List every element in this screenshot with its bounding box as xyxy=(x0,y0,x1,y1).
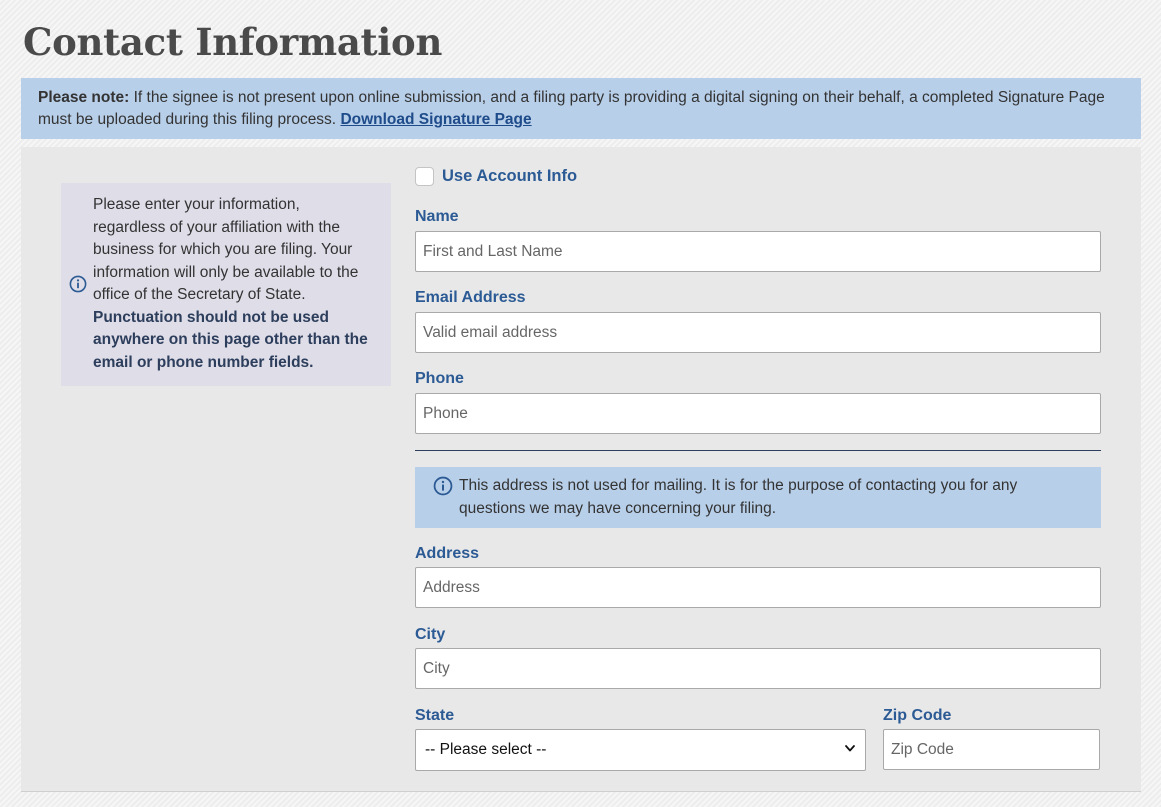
state-select[interactable] xyxy=(415,729,866,771)
info-circle-icon xyxy=(69,275,87,293)
info-circle-icon xyxy=(433,476,451,494)
name-input[interactable] xyxy=(415,231,1101,272)
city-input[interactable] xyxy=(415,648,1101,689)
note-label: Please note: xyxy=(38,89,130,106)
state-label: State xyxy=(415,707,455,724)
city-label: City xyxy=(415,626,446,643)
phone-input[interactable] xyxy=(415,393,1101,434)
state-selected-value: -- Please select -- xyxy=(425,741,547,758)
contact-form-panel xyxy=(21,147,1141,792)
chevron-down-icon xyxy=(844,741,856,759)
page-title: Contact Information xyxy=(23,20,443,64)
address-input[interactable] xyxy=(415,567,1101,608)
phone-label: Phone xyxy=(415,370,464,387)
use-account-info-label[interactable]: Use Account Info xyxy=(442,167,578,185)
zip-code-input[interactable] xyxy=(883,729,1100,770)
address-note-text: This address is not used for mailing. It is for the purpose of contacting you for any questions we may have concerning your filing. xyxy=(459,477,1018,517)
info-text: Please enter your information, regardless of your affiliation with the business for which you are filing. Your information will only be available to the office of the Secretary of State. xyxy=(93,196,359,303)
use-account-info-checkbox[interactable] xyxy=(415,167,434,186)
download-signature-page-link[interactable]: Download Signature Page xyxy=(340,111,532,128)
address-label: Address xyxy=(415,545,480,562)
name-label: Name xyxy=(415,208,459,225)
use-account-info-row[interactable] xyxy=(415,167,577,186)
zip-code-label: Zip Code xyxy=(883,707,952,724)
section-divider xyxy=(415,450,1101,451)
info-box xyxy=(61,183,391,386)
note-text: If the signee is not present upon online submission, and a filing party is providing a digital signing on their behalf, a completed Signature Page must be uploaded during this filing process. xyxy=(38,89,1105,128)
email-input[interactable] xyxy=(415,312,1101,353)
email-label: Email Address xyxy=(415,289,526,306)
info-bold-text: Punctuation should not be used anywhere on this page other than the email or phone number fields. xyxy=(93,308,368,371)
signature-note-banner xyxy=(21,78,1141,139)
address-note xyxy=(415,467,1101,528)
